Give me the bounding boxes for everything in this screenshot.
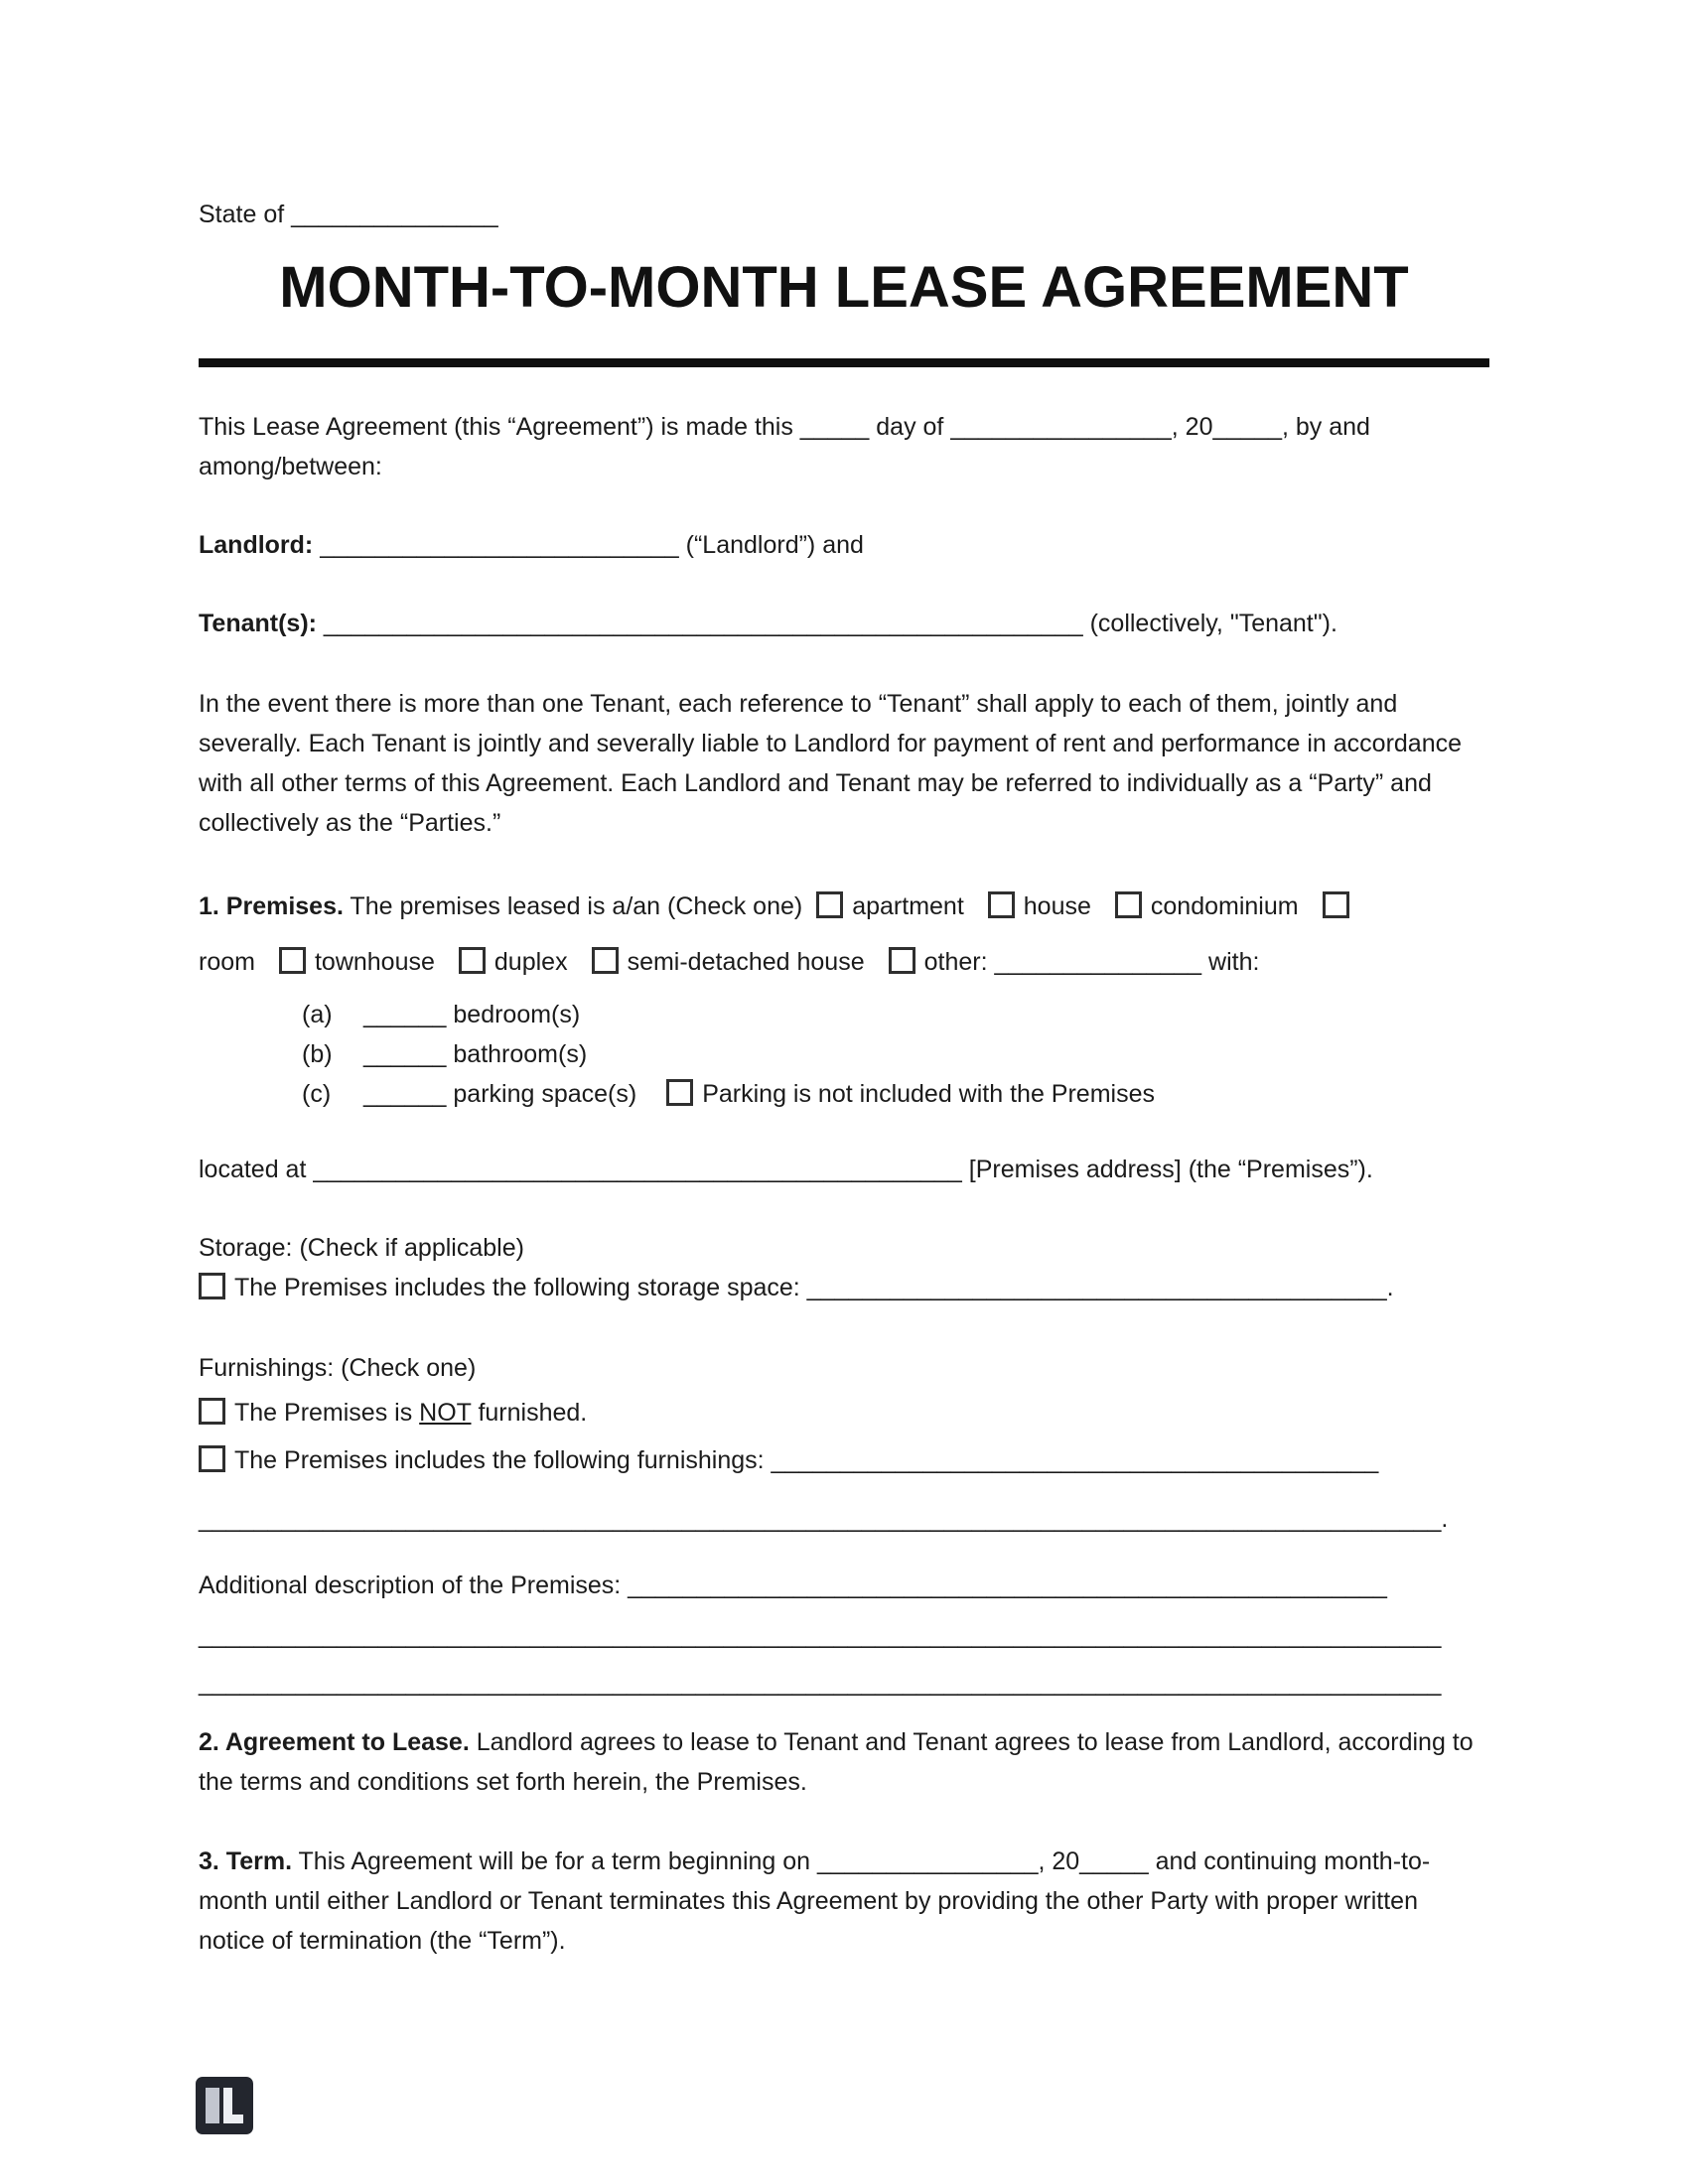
- option-duplex-label: duplex: [493, 947, 568, 976]
- intro-paragraph: This Lease Agreement (this “Agreement”) is made this _____ day of ________________, 20_____, by and among/between:: [199, 412, 1370, 480]
- furnishings-included-line: [199, 1440, 1489, 1480]
- term-heading: 3. Term.: [199, 1846, 293, 1875]
- checkbox-townhouse[interactable]: [279, 947, 306, 974]
- term-text: This Agreement will be for a term beginning on ________________, 20_____ and continuing month-to-month until either Landlord or Tenant terminates this Agreement by providing the other Party with proper written notice of termination (the “Term”).: [199, 1846, 1431, 1955]
- checkbox-condominium[interactable]: [1115, 891, 1142, 918]
- option-condominium-label: condominium: [1150, 891, 1299, 920]
- title-rule: [199, 358, 1489, 367]
- landlord-line: [199, 525, 1489, 565]
- bedrooms-blank: ______: [363, 1000, 447, 1028]
- option-duplex: [459, 948, 568, 976]
- other-blank: _______________: [994, 947, 1202, 976]
- bedrooms-index: (a): [302, 1000, 333, 1028]
- bathrooms-line: [302, 1034, 1489, 1074]
- landlord-label: Landlord:: [199, 530, 314, 559]
- furnishings-included-label: The Premises includes the following furnishings: ____________________________________________: [234, 1445, 1379, 1474]
- option-house: [988, 892, 1091, 920]
- storage-heading: Storage: (Check if applicable): [199, 1233, 524, 1262]
- bathrooms-index: (b): [302, 1039, 333, 1068]
- option-townhouse: [279, 948, 435, 976]
- additional-description-rule-3: __________________________________________________________________________________________: [199, 1668, 1442, 1697]
- bathrooms-blank: ______: [363, 1039, 447, 1068]
- parking-blank: ______: [363, 1079, 447, 1108]
- option-condominium: [1115, 892, 1299, 920]
- joint-liability-paragraph: In the event there is more than one Tenant, each reference to “Tenant” shall apply to each of them, jointly and severally. Each Tenant is jointly and severally liable to Landlord for payment of rent and performance in accordance with all other terms of this Agreement. Each Landlord and Tenant may be referred to individually as a “Party” and collectively as the “Parties.”: [199, 689, 1463, 837]
- checkbox-duplex[interactable]: [459, 947, 486, 974]
- checkbox-furnishings-included[interactable]: [199, 1445, 225, 1472]
- option-apartment-label: apartment: [852, 891, 964, 920]
- option-semi-detached-label: semi-detached house: [627, 947, 865, 976]
- checkbox-other[interactable]: [889, 947, 915, 974]
- option-townhouse-label: townhouse: [314, 947, 435, 976]
- not-furnished-pre: The Premises is: [234, 1398, 420, 1427]
- parking-index: (c): [302, 1079, 332, 1108]
- parking-label: parking space(s): [453, 1079, 637, 1108]
- option-house-label: house: [1023, 891, 1091, 920]
- bathrooms-label: bathroom(s): [453, 1039, 588, 1068]
- checkbox-apartment[interactable]: [816, 891, 843, 918]
- tenant-blank: _______________________________________________________ (collectively, "Tenant").: [316, 609, 1337, 637]
- additional-description-line: Additional description of the Premises: _______________________________________________________: [199, 1570, 1387, 1599]
- agreement-to-lease-text: Landlord agrees to lease to Tenant and Tenant agrees to lease from Landlord, according to the terms and conditions set forth herein, the Premises.: [199, 1727, 1474, 1796]
- legaltemplates-logo: [196, 2077, 253, 2134]
- option-other: [889, 948, 988, 976]
- premises-options-line-1: [199, 887, 1489, 926]
- parking-not-included-label: Parking is not included with the Premises: [702, 1079, 1155, 1108]
- logo-bar-icon: [206, 2088, 219, 2123]
- premises-detail-list: [199, 995, 1489, 1114]
- checkbox-parking-not-included[interactable]: [666, 1079, 693, 1106]
- bedrooms-line: [302, 995, 1489, 1034]
- checkbox-room[interactable]: [1323, 891, 1349, 918]
- furnishings-heading: Furnishings: (Check one): [199, 1353, 477, 1382]
- furnishings-continuation-line: __________________________________________________________________________________________.: [199, 1504, 1449, 1533]
- document-title: MONTH-TO-MONTH LEASE AGREEMENT: [279, 255, 1409, 320]
- state-of-line: State of _______________: [199, 201, 498, 228]
- premises-intro: The premises leased is a/an (Check one): [343, 891, 803, 920]
- checkbox-house[interactable]: [988, 891, 1015, 918]
- storage-option-label: The Premises includes the following storage space: __________________________________________.: [234, 1273, 1394, 1301]
- checkbox-not-furnished[interactable]: [199, 1398, 225, 1425]
- option-semi-detached: [592, 948, 865, 976]
- checkbox-storage-included[interactable]: [199, 1273, 225, 1299]
- not-furnished-line: [199, 1393, 1489, 1433]
- option-parking-not-included: [666, 1080, 1155, 1108]
- with-suffix: with:: [1208, 947, 1260, 976]
- term-paragraph: [199, 1842, 1489, 1961]
- tenant-line: [199, 604, 1489, 643]
- storage-option-line: [199, 1268, 1489, 1307]
- not-furnished-not-word: NOT: [419, 1398, 472, 1427]
- bedrooms-label: bedroom(s): [453, 1000, 581, 1028]
- agreement-to-lease-heading: 2. Agreement to Lease.: [199, 1727, 470, 1756]
- option-room-label: room: [199, 947, 255, 976]
- not-furnished-post: furnished.: [471, 1398, 588, 1427]
- agreement-to-lease-paragraph: [199, 1722, 1489, 1802]
- checkbox-semi-detached[interactable]: [592, 947, 619, 974]
- premises-options-line-2: [199, 942, 1489, 982]
- option-apartment: [816, 892, 964, 920]
- premises-heading: 1. Premises.: [199, 891, 344, 920]
- located-at-line: located at _______________________________________________ [Premises address] (the “Premises”).: [199, 1155, 1373, 1183]
- landlord-blank: __________________________ (“Landlord”) and: [313, 530, 864, 559]
- tenant-label: Tenant(s):: [199, 609, 317, 637]
- logo-l-icon: [223, 2088, 243, 2123]
- parking-line: [302, 1074, 1489, 1114]
- additional-description-rule-2: __________________________________________________________________________________________: [199, 1620, 1442, 1649]
- option-other-label: other:: [923, 947, 988, 976]
